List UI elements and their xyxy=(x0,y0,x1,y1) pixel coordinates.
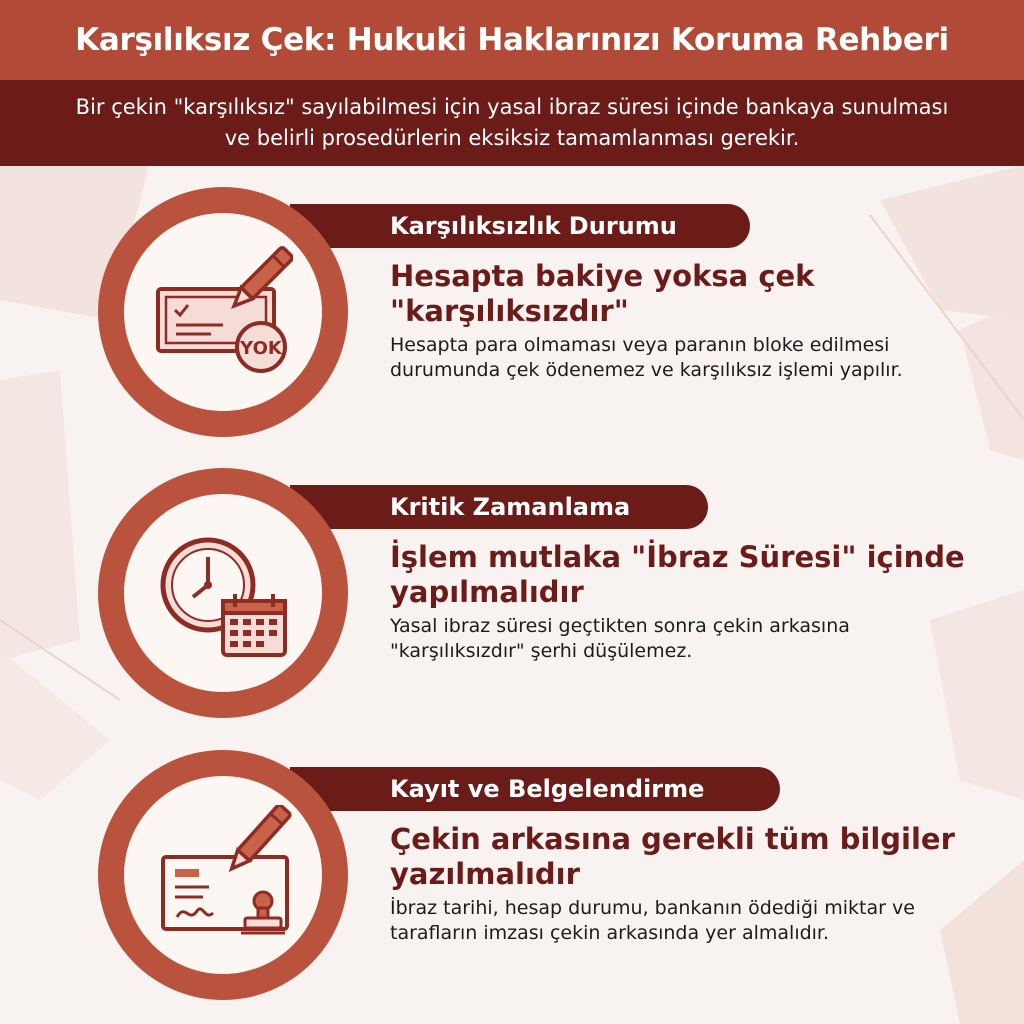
section-description: Yasal ibraz süresi geçtikten sonra çekin arkasına "karşılıksızdır" şerhi düşülemez. xyxy=(390,615,850,662)
section-karsiliksizlik xyxy=(0,187,1024,437)
icon-ring xyxy=(98,187,348,437)
section-kritik-zamanlama xyxy=(0,468,1024,718)
section-description: Hesapta para olmaması veya paranın bloke edilmesi durumunda çek ödenemez ve karşılıksız işlemi yapılır. xyxy=(390,334,903,381)
icon-ring xyxy=(98,750,348,1000)
cheque-pen-icon xyxy=(153,242,293,382)
clock-calendar-icon xyxy=(153,523,293,663)
cheque-signature-stamp-icon xyxy=(153,805,293,945)
intro-banner xyxy=(0,80,1024,166)
section-headline: İşlem mutlaka "İbraz Süresi" içinde yapılmalıdır xyxy=(390,540,965,609)
section-label: Karşılıksızlık Durumu xyxy=(390,212,677,240)
page-title: Karşılıksız Çek: Hukuki Haklarınızı Koruma Rehberi xyxy=(75,22,949,58)
section-kayit-belgelendirme xyxy=(0,750,1024,1000)
section-headline: Hesapta bakiye yoksa çek "karşılıksızdır" xyxy=(390,259,815,328)
intro-text: Bir çekin "karşılıksız" sayılabilmesi için yasal ibraz süresi içinde bankaya sunulması ve belirli prosedürlerin eksiksiz tamamlanması gerekir. xyxy=(75,95,949,150)
section-headline: Çekin arkasına gerekli tüm bilgiler yazılmalıdır xyxy=(390,822,955,891)
stamp-text: YOK xyxy=(240,338,282,359)
icon-ring xyxy=(98,468,348,718)
section-label: Kritik Zamanlama xyxy=(390,493,631,521)
section-label: Kayıt ve Belgelendirme xyxy=(390,775,705,803)
header-bar xyxy=(0,0,1024,80)
section-description: İbraz tarihi, hesap durumu, bankanın ödediği miktar ve tarafların imzası çekin arkasında yer almalıdır. xyxy=(390,897,915,944)
